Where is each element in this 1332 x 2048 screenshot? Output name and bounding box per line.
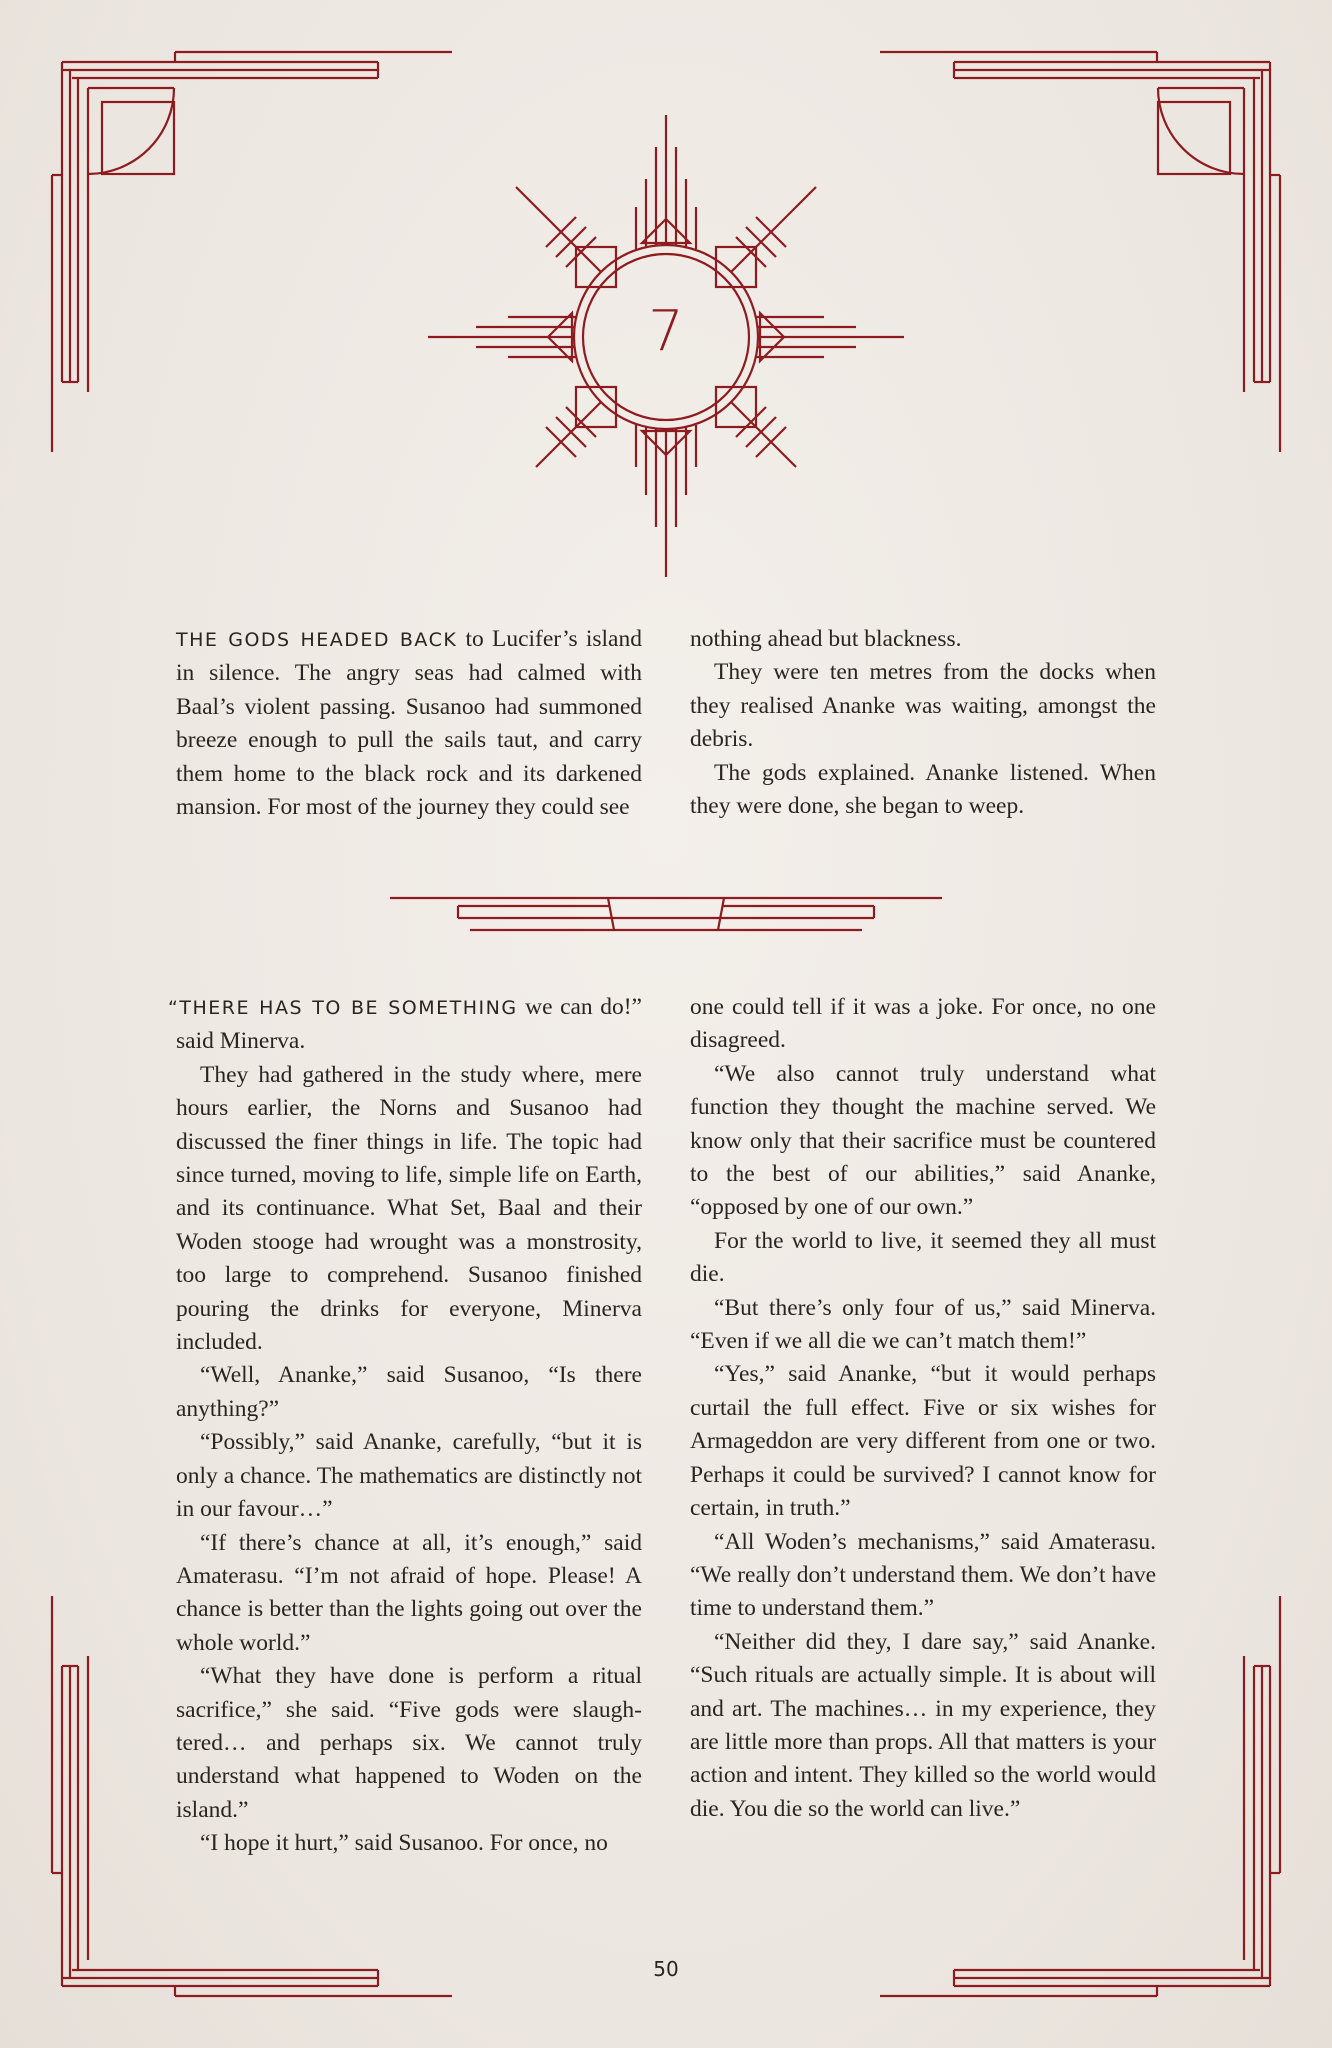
paragraph: “Well, Ananke,” said Susanoo, “Is there anything?” [176, 1362, 642, 1422]
paragraph: one could tell if it was a joke. For once, no one disagreed. [690, 994, 1156, 1054]
section-divider [390, 898, 942, 930]
section-lead-in: “THERE HAS TO BE SOMETHING [168, 997, 518, 1019]
paragraph: For the world to live, it seemed they all must die. [690, 1227, 1156, 1288]
paragraph: THE GODS HEADED BACK to Lucifer’s island in silence. The angry seas had calmed with Baal’s violent passing. Susanoo had summoned breeze enough to pull the sails taut, and carry them home to the black rock and its darkened mansion. For most of the journey they could see [176, 626, 642, 821]
paragraph: “What they have done is perform a ritual sacrifice,” she said. “Five gods were slaugh-tered… and perhaps six. We cannot truly understand what happened to Woden on the island.” [176, 1663, 642, 1823]
paragraph: They had gathered in the study where, mere hours earlier, the Norns and Susanoo had discussed the finer things in life. The topic had since turned, moving to life, simple life on Earth, and its continuance. What Set, Baal and their Woden stooge had wrought was a monstrosity, too large to comprehend. Susanoo finished pouring the drinks for everyone, Minerva included. [176, 1061, 642, 1356]
paragraph: “If there’s chance at all, it’s enough,” said Amaterasu. “I’m not afraid of hope. Please! A chance is better than the lights going out over the whole world.” [176, 1529, 642, 1656]
section2-left-column [168, 991, 642, 1861]
paragraph: “THERE HAS TO BE SOMETHING we can do!” said Minerva. [168, 994, 642, 1055]
section1-right-column [690, 623, 1156, 823]
page-number: 50 [653, 1957, 679, 1981]
paragraph: nothing ahead but blackness. [690, 626, 962, 652]
paragraph: The gods explained. Ananke listened. When they were done, she began to weep. [690, 759, 1156, 820]
chapter-number: 7 [648, 299, 684, 364]
paragraph: They were ten metres from the docks when they realised Ananke was waiting, amongst the debris. [690, 659, 1156, 753]
paragraph: “All Woden’s mechanisms,” said Amaterasu. “We really don’t understand them. We don’t have time to understand them.” [690, 1528, 1156, 1622]
top-left-corner-ornament [52, 52, 452, 452]
paragraph: “I hope it hurt,” said Susanoo. For once, no [200, 1830, 608, 1857]
section1-left-column [176, 623, 642, 824]
section2-right-column [690, 991, 1156, 1826]
paragraph: “We also cannot truly understand what function they thought the machine served. We know only that their sacrifice must be countered to the best of our abilities,” said Ananke, “opposed by one of our own.” [690, 1060, 1156, 1221]
top-right-corner-ornament [880, 52, 1280, 452]
paragraph: “Neither did they, I dare say,” said Ananke. “Such rituals are actually simple. It is about will and art. The machines… in my experience, they are little more than props. All that matters is your action and intent. They killed so the world would die. You die so the world can live.” [690, 1628, 1156, 1822]
paragraph: “But there’s only four of us,” said Minerva. “Even if we all die we can’t match them!” [690, 1294, 1156, 1355]
paragraph: “Yes,” said Ananke, “but it would perhaps curtail the full effect. Five or six wishes for Armageddon are very different from one or two. Perhaps it could be survived? I cannot know for certain, in truth.” [690, 1361, 1156, 1522]
chapter-lead-in: THE GODS HEADED BACK [176, 629, 458, 651]
paragraph: “Possibly,” said Ananke, carefully, “but it is only a chance. The mathematics are distinctly not in our favour…” [176, 1429, 642, 1523]
